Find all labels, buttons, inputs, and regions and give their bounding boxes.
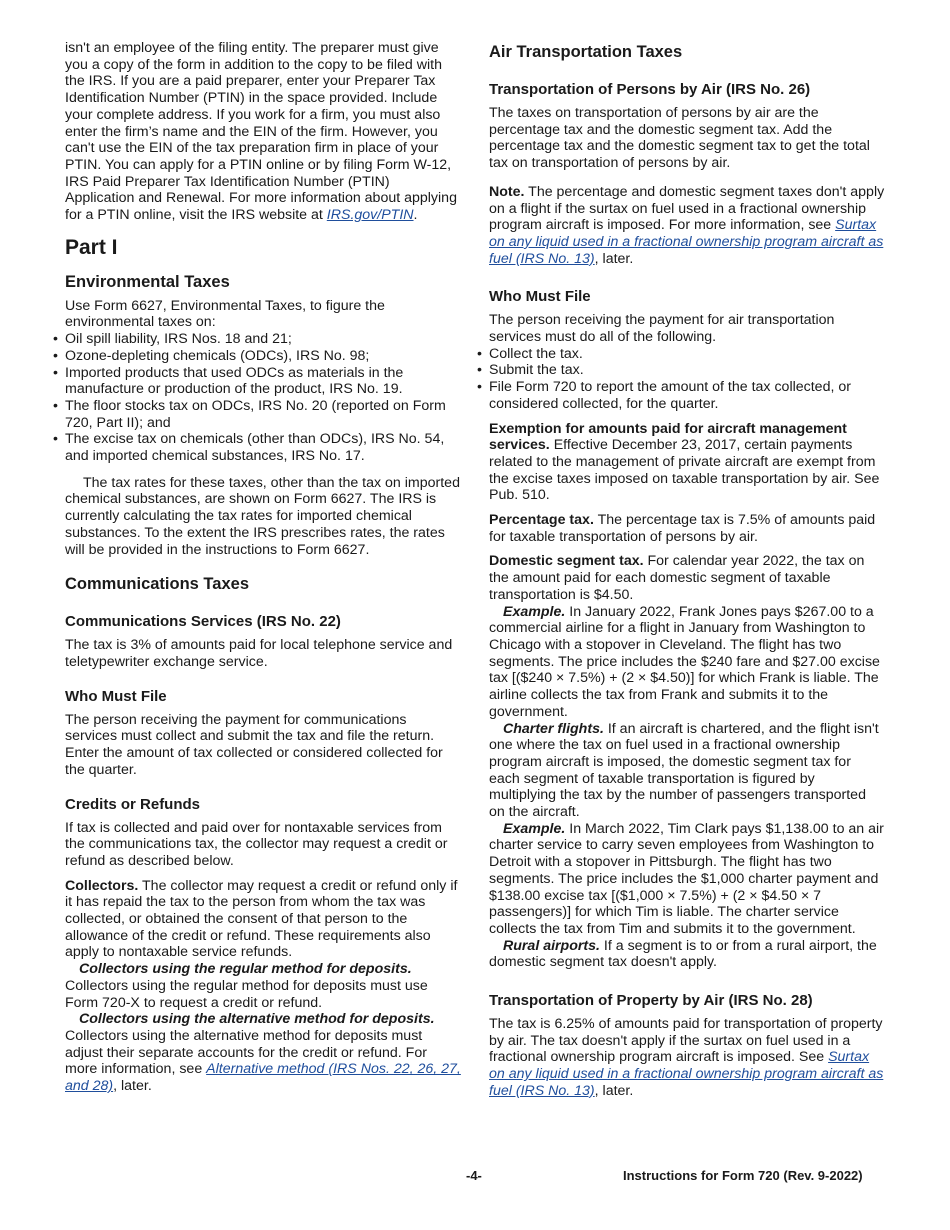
list-item: • Submit the tax. [489, 362, 885, 379]
communications-taxes-heading: Communications Taxes [65, 575, 249, 594]
example-1-paragraph: Example. In January 2022, Frank Jones pays $267.00 to a commercial airline for a flight in January from Washington to Chicago with a stopover in Cleveland. The flight has two segments. The price includes the $240 fare and $27.00 excise tax [($240 × 7.5%) + (2 × $4.50)] for which Frank is liable. The airline collects the tax from Frank and submits it to the government. [489, 603, 880, 720]
list-item: • Oil spill liability, IRS Nos. 18 and 21; [65, 331, 461, 348]
note-paragraph: Note. The percentage and domestic segment taxes don't apply on a flight if the surtax on fuel used in a fractional ownership program aircraft is imposed. For more information, see Surtax on any liquid used in a fractional ownership program aircraft as fuel (IRS No. 13), later. [489, 183, 885, 267]
ptin-link[interactable]: IRS.gov/PTIN [326, 207, 414, 224]
environmental-taxes-heading: Environmental Taxes [65, 272, 230, 291]
surtax-link[interactable]: Surtax on any liquid used in a fractional ownership program aircraft as fuel (IRS No. 13) [489, 217, 884, 267]
comm-who-must-file-text: The person receiving the payment for communications services must collect and submit the tax and file the return. Enter the amount of tax collected or considered collected for the quarter. [65, 711, 443, 778]
rural-airports-paragraph: Rural airports. If a segment is to or from a rural airport, the domestic segment tax doesn't apply. [489, 937, 877, 971]
environmental-rates-paragraph: The tax rates for these taxes, other than the tax on imported chemical substances, are shown on Form 6627. The IRS is currently calculating the tax rates for imported chemical substances. To the extent the IRS prescribes rates, the rates will be provided in the instructions to Form 6627. [65, 474, 460, 558]
communications-services-text: The tax is 3% of amounts paid for local telephone service and teletypewriter exchange service. [65, 637, 453, 670]
preparer-paragraph: isn't an employee of the filing entity. The preparer must give you a copy of the form in addition to the copy to be filed with the IRS. If you are a paid preparer, enter your Preparer Tax Identification Number (PTIN) in the space provided. Include your complete address. If you work for a firm, you must also enter the firm’s name and the EIN of the firm. However, you can't use the EIN of the tax preparation firm in place of your PTIN. You can apply for a PTIN online or by filing Form W-12, IRS Paid Preparer Tax Identification Number (PTIN) Application and Renewal. For more information about applying for a PTIN online, visit the IRS website at IRS.gov/PTIN. [65, 40, 457, 224]
alternative-method-paragraph: Collectors using the alternative method for deposits. Collectors using the alternative method for deposits must adjust their separate accounts for the credit or refund. For more information, see Alternative method (IRS Nos. 22, 26, 27, and 28), later. [65, 1011, 461, 1095]
air-transportation-heading: Air Transportation Taxes [489, 43, 683, 61]
environmental-bullet-list [65, 331, 461, 465]
persons-by-air-heading: Transportation of Persons by Air (IRS No. 26) [489, 81, 811, 98]
list-item: • Collect the tax. [489, 346, 885, 363]
surtax-link[interactable]: Surtax on any liquid used in a fractional ownership program aircraft as fuel (IRS No. 13) [489, 1049, 884, 1099]
example-2-paragraph: Example. In March 2022, Tim Clark pays $1,138.00 to an air charter service to carry seven employees from Washington to Detroit with a stopover in Pittsburgh. The flight has two segments. The price includes the $1,000 charter payment and $138.00 excise tax [($1,000 × 7.5%) + (2 × $4.50 × 7 passengers)] for which Tim is liable. The charter service collects the tax from Tim and submits it to the government. [489, 820, 884, 937]
list-item: • Ozone-depleting chemicals (ODCs), IRS No. 98; [65, 348, 461, 365]
air-who-must-file-lead: The person receiving the payment for air transportation services must do all of the following. [489, 312, 835, 346]
percentage-tax-paragraph: Percentage tax. The percentage tax is 7.5% of amounts paid for taxable transportation of persons by air. [489, 512, 876, 545]
exemption-paragraph: Exemption for amounts paid for aircraft management services. Effective December 23, 2017, certain payments related to the management of private aircraft are exempt from the excise taxes imposed on taxable transportation by air. See Pub. 510. [489, 420, 880, 504]
credits-refunds-text: If tax is collected and paid over for nontaxable services from the communications tax, the collector may request a credit or refund as described below. [65, 819, 448, 869]
persons-by-air-text: The taxes on transportation of persons by air are the percentage tax and the domestic segment tax. Add the percentage tax and the domestic segment tax to get the total tax on transportation of persons by air. [489, 105, 870, 172]
left-column [65, 40, 461, 1095]
list-item: • The excise tax on chemicals (other than ODCs), IRS No. 54, and imported chemical substances, IRS No. 17. [65, 431, 461, 464]
charter-flights-paragraph: Charter flights. If an aircraft is chartered, and the flight isn't one where the tax on fuel used in a fractional ownership program aircraft is imposed, the domestic segment tax for each segment of taxable transportation is figured by multiplying the tax by the number of passengers transported on the aircraft. [489, 720, 879, 821]
environmental-lead: Use Form 6627, Environmental Taxes, to figure the environmental taxes on: [65, 297, 385, 331]
collectors-paragraph: Collectors. The collector may request a credit or refund only if it has repaid the tax to the person from whom the tax was collected, or obtained the consent of that person to the allowance of the credit or refund. These requirements also apply to nontaxable service refunds. [65, 877, 458, 961]
alternative-method-link[interactable]: Alternative method (IRS Nos. 22, 26, 27, and 28) [65, 1061, 461, 1095]
form-title-footer: Instructions for Form 720 (Rev. 9-2022) [623, 1168, 863, 1183]
domestic-segment-paragraph: Domestic segment tax. For calendar year 2022, the tax on the amount paid for each domestic segment of taxable transportation is $4.50. [489, 553, 865, 603]
credits-refunds-heading: Credits or Refunds [65, 795, 201, 813]
communications-services-heading: Communications Services (IRS No. 22) [65, 613, 341, 631]
part-title: Part I [65, 235, 118, 259]
air-who-bullet-list [489, 346, 885, 413]
list-item: • Imported products that used ODCs as materials in the manufacture or production of the product, IRS No. 19. [65, 365, 461, 398]
property-by-air-paragraph: The tax is 6.25% of amounts paid for transportation of property by air. The tax doesn't apply if the surtax on fuel used in a fractional ownership program aircraft is imposed. See Surtax on any liquid used in a fractional ownership program aircraft as fuel (IRS No. 13), later. [489, 1016, 884, 1099]
page-number: -4- [466, 1168, 482, 1183]
list-item: • The floor stocks tax on ODCs, IRS No. 20 (reported on Form 720, Part II); and [65, 398, 461, 431]
comm-who-must-file-heading: Who Must File [65, 687, 167, 705]
regular-method-paragraph: Collectors using the regular method for deposits. Collectors using the regular method for deposits must use Form 720-X to request a credit or refund. [65, 961, 428, 1011]
air-who-must-file-heading: Who Must File [489, 288, 591, 306]
list-item: • File Form 720 to report the amount of the tax collected, or considered collected, for the quarter. [489, 379, 885, 412]
property-by-air-heading: Transportation of Property by Air (IRS No. 28) [489, 992, 813, 1010]
right-column [489, 40, 885, 1108]
